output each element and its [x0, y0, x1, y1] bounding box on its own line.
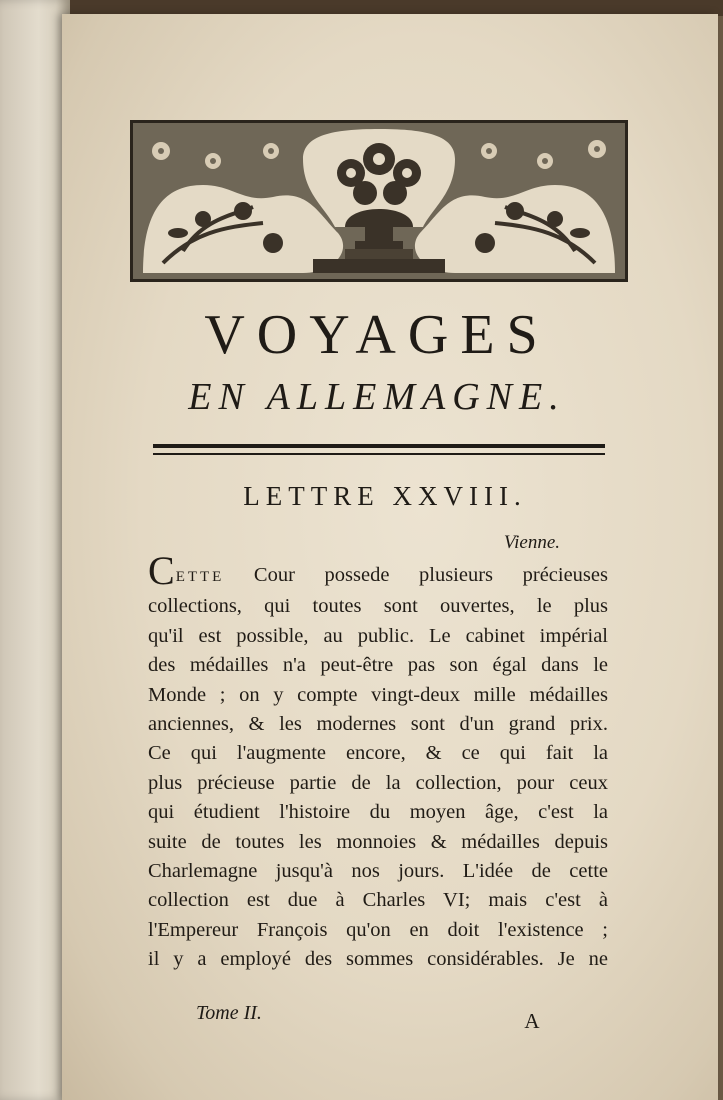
body-line: plus précieuse partie de la collection, pour ceux — [148, 771, 608, 794]
body-line: il y a employé des sommes considérables. Je ne — [148, 948, 608, 971]
body-line: anciennes, & les modernes sont d'un grand prix. — [148, 713, 608, 736]
left-page-edge — [0, 0, 70, 1100]
body-line: collections, qui toutes sont ouvertes, le plus — [148, 595, 608, 618]
body-line: qu'il est possible, au public. Le cabinet impérial — [148, 624, 608, 647]
body-line: des médailles n'a peut-être pas son égal dans le — [148, 654, 608, 677]
floral-vase-headpiece-icon — [130, 120, 628, 282]
body-line: collection est due à Charles VI; mais c'est à — [148, 889, 608, 912]
place-line: Vienne. — [503, 532, 560, 553]
book-subtitle: EN ALLEMAGNE. — [188, 376, 566, 418]
body-line: qui étudient l'histoire du moyen âge, c'est la — [148, 801, 608, 824]
body-line: Charlemagne jusqu'à nos jours. L'idée de cette — [148, 860, 608, 883]
double-rule-divider — [153, 444, 605, 458]
body-line — [148, 548, 608, 593]
tome-footer: Tome II. — [196, 1002, 262, 1024]
signature-mark: A — [524, 1009, 540, 1033]
body-line: l'Empereur François qu'on en doit l'existence ; — [148, 918, 608, 941]
body-line: Monde ; on y compte vingt-deux mille médailles — [148, 683, 608, 706]
body-line-text: Cour possede plusieurs précieuses — [224, 564, 608, 586]
letter-body — [148, 548, 608, 975]
drop-cap: C — [148, 548, 176, 593]
body-line: Ce qui l'augmente encore, & ce qui fait la — [148, 742, 608, 765]
first-word-smallcaps: ETTE — [175, 569, 225, 585]
body-line: suite de toutes les monnoies & médailles depuis — [148, 830, 608, 853]
book-title: VOYAGES — [204, 304, 550, 366]
letter-heading: LETTRE XXVIII. — [243, 481, 527, 511]
